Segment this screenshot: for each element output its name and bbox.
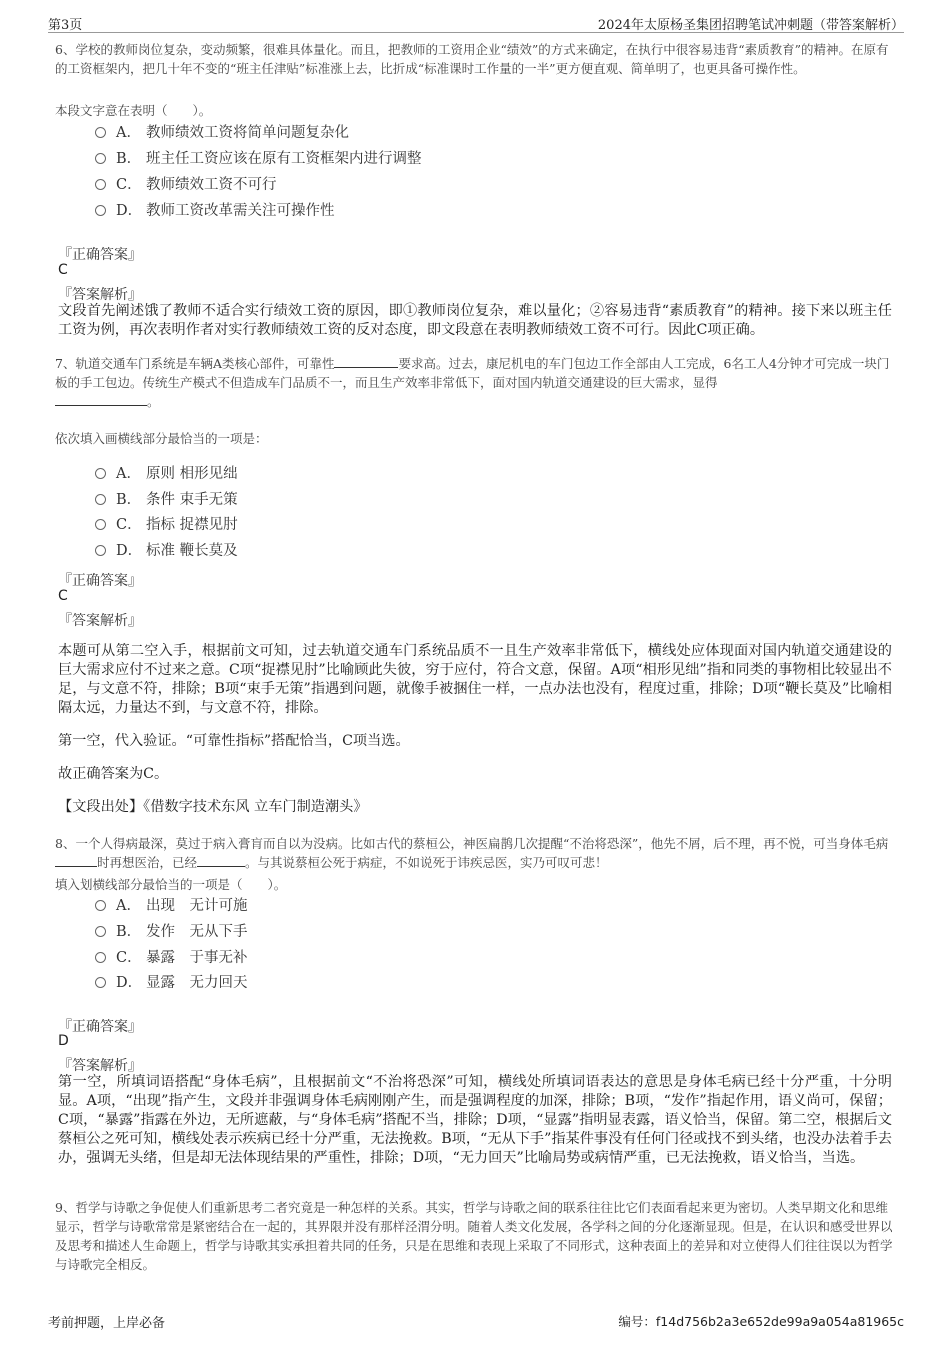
radio-icon[interactable]: [95, 519, 106, 530]
radio-icon[interactable]: [95, 926, 106, 937]
question-6-prompt: 本段文字意在表明（ ）。: [55, 103, 212, 118]
fill-blank: [55, 853, 97, 867]
question-8-stem: 8、一个人得病最深，莫过于病入膏肓而自以为没病。比如古代的蔡桓公，神医扁鹊几次提醒“不治将恐深”，他先不屑，后不理，再不悦，可当身体毛病时再想医治，已经 。与其说蔡桓公死于病症，不如说死于讳疾忌医，实乃可叹可悲！: [55, 836, 889, 870]
q6-option-d[interactable]: D． 教师工资改革需关注可操作性: [95, 201, 335, 221]
q8-option-b[interactable]: B． 发作 无从下手: [95, 922, 248, 942]
document-title: 2024年太原杨圣集团招聘笔试冲刺题（带答案解析）: [597, 18, 904, 33]
q7-option-c[interactable]: C． 指标 捉襟见肘: [95, 515, 238, 535]
q6-analysis: 文段首先阐述饿了教师不适合实行绩效工资的原因，即①教师岗位复杂，难以量化；②容易违背“素质教育”的精神。接下来以班主任工资为例，再次表明作者对实行教师绩效工资的反对态度，即文段意在表明教师绩效工资不可行。因此C项正确。: [58, 303, 892, 338]
radio-icon[interactable]: [95, 153, 106, 164]
q8-analysis: 第一空，所填词语搭配“身体毛病”，且根据前文“不治将恐深”可知，横线处所填词语表达的意思是身体毛病已经十分严重，十分明显。A项，“出现”指产生，文段并非强调身体毛病刚刚产生，而是强调程度的加深，排除；B项，“发作”指起作用，语义尚可，保留；C项，“暴露”指露在外边，无所遮蔽，与“身体毛病”搭配不当，排除；D项，“显露”指明显表露，语义恰当，保留。第二空，根据后文蔡桓公之死可知，横线处表示疾病已经十分严重，无法挽救。B项，“无从下手”指某件事没有任何门径或找不到头绪，也没办法着手去办，强调无头绪，但是却无法体现结果的严重性，排除；D项，“无力回天”比喻局势或病情严重，已无法挽救，语义恰当，当选。: [58, 1074, 892, 1166]
fill-blank: [55, 392, 147, 406]
q7-option-b[interactable]: B． 条件 束手无策: [95, 490, 238, 510]
q6-answer: C: [58, 262, 68, 278]
q8-analysis-label: 『答案解析』: [58, 1058, 142, 1074]
page-footer: [48, 1312, 904, 1332]
q6-option-c[interactable]: C． 教师绩效工资不可行: [95, 175, 277, 195]
radio-icon[interactable]: [95, 952, 106, 963]
footer-slogan: 考前押题，上岸必备: [48, 1316, 166, 1331]
radio-icon[interactable]: [95, 179, 106, 190]
q7-analysis-1: 本题可从第二空入手，根据前文可知，过去轨道交通车门系统品质不一且生产效率非常低下，横线处应体现面对国内轨道交通建设的巨大需求应付不过来之意。C项“捉襟见肘”比喻顾此失彼，穷于应付，符合文意，保留。A项“相形见绌”指和同类的事物相比较显出不足，与文意不符，排除；B项“束手无策”指遇到问题，就像手被捆住一样，一点办法也没有，程度过重，排除；D项“鞭长莫及”比喻相隔太远，力量达不到，与文意不符，排除。: [58, 643, 892, 716]
q8-answer: D: [58, 1033, 69, 1049]
page-number: 第3页: [48, 18, 83, 33]
q6-option-a[interactable]: A． 教师绩效工资将简单问题复杂化: [95, 123, 349, 143]
page-header: [48, 14, 904, 33]
fill-blank: [197, 853, 245, 867]
radio-icon[interactable]: [95, 127, 106, 138]
radio-icon[interactable]: [95, 205, 106, 216]
radio-icon[interactable]: [95, 494, 106, 505]
q6-option-b[interactable]: B． 班主任工资应该在原有工资框架内进行调整: [95, 149, 422, 169]
question-7-prompt: 依次填入画横线部分最恰当的一项是：: [55, 431, 268, 446]
q7-answer: C: [58, 588, 68, 604]
q7-analysis-label: 『答案解析』: [58, 613, 142, 629]
q8-option-a[interactable]: A． 出现 无计可施: [95, 896, 248, 916]
question-8-prompt: 填入划横线部分最恰当的一项是（ ）。: [55, 877, 287, 892]
radio-icon[interactable]: [95, 545, 106, 556]
question-7-stem: 7、轨道交通车门系统是车辆A类核心部件，可靠性 要求高。过去，康尼机电的车门包边工作全部由人工完成，6名工人4分钟才可完成一块门板的手工包边。传统生产模式不但造成车门品质不一，而且生产效率非常低下，面对国内轨道交通建设的巨大需求，显得 。: [55, 356, 890, 409]
q7-source: 【文段出处】《借数字技术东风 立车门制造潮头》: [58, 799, 368, 815]
q7-analysis-2: 第一空，代入验证。“可靠性指标”搭配恰当，C项当选。: [58, 733, 410, 749]
radio-icon[interactable]: [95, 468, 106, 479]
q7-option-a[interactable]: A． 原则 相形见绌: [95, 464, 238, 484]
q8-answer-label: 『正确答案』: [58, 1019, 142, 1035]
question-6-stem: 6、学校的教师岗位复杂，变动频繁，很难具体量化。而且，把教师的工资用企业“绩效”的方式来确定，在执行中很容易违背“素质教育”的精神。在原有的工资框架内，把几十年不变的“班主任津贴”标准涨上去，比折成“标准课时工作量的一半”更方便直观、简单明了，也更具备可操作性。: [55, 42, 889, 76]
q7-analysis-3: 故正确答案为C。: [58, 766, 169, 782]
q8-option-d[interactable]: D． 显露 无力回天: [95, 973, 248, 993]
question-9-stem: 9、哲学与诗歌之争促使人们重新思考二者究竟是一种怎样的关系。其实，哲学与诗歌之间的联系往往比它们表面看起来更为密切。人类早期文化和思维显示，哲学与诗歌常常是紧密结合在一起的，其界限并没有那样泾渭分明。随着人类文化发展，各学科之间的分化逐渐显现。但是，在认识和感受世界以及思考和描述人生命题上，哲学与诗歌其实承担着共同的任务，只是在思维和表现上采取了不同形式，这种表面上的差异和对立使得人们往往误以为哲学与诗歌完全相反。: [55, 1200, 893, 1272]
radio-icon[interactable]: [95, 900, 106, 911]
q7-option-d[interactable]: D． 标准 鞭长莫及: [95, 541, 238, 561]
radio-icon[interactable]: [95, 977, 106, 988]
q6-analysis-label: 『答案解析』: [58, 287, 142, 303]
document-serial: 编号：f14d756b2a3e652de99a9a054a81965c: [618, 1314, 904, 1329]
q8-option-c[interactable]: C． 暴露 于事无补: [95, 948, 248, 968]
q7-answer-label: 『正确答案』: [58, 573, 142, 589]
q6-answer-label: 『正确答案』: [58, 247, 142, 263]
fill-blank: [334, 354, 398, 368]
